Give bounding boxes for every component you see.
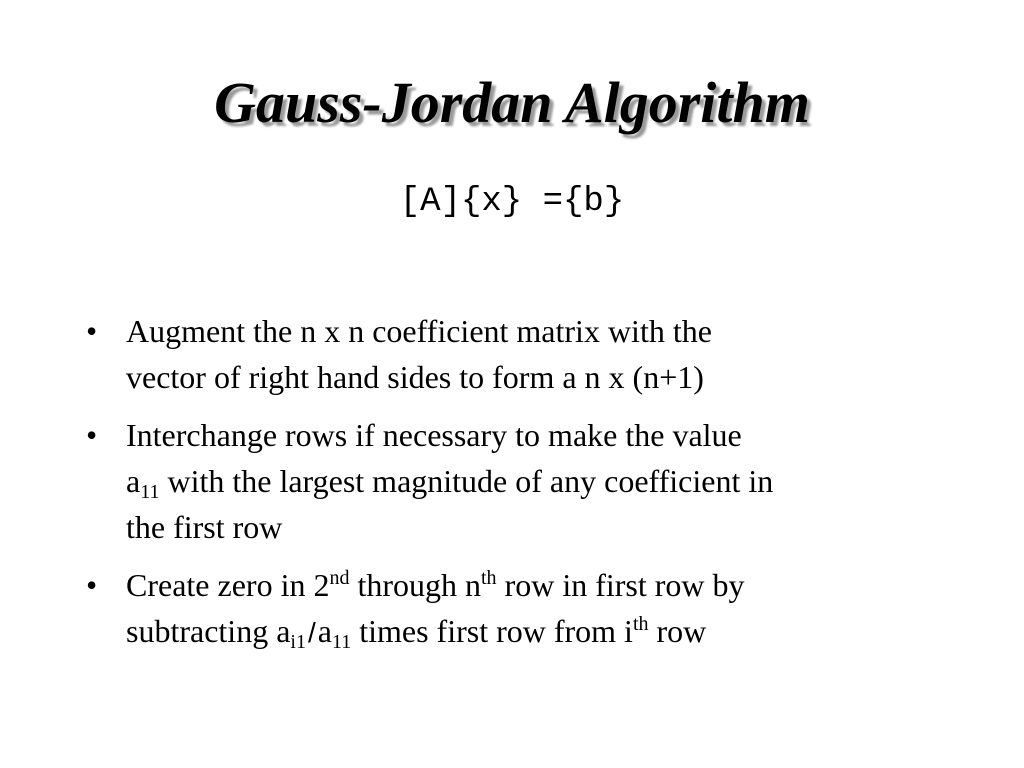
bullet-text: through n xyxy=(349,567,481,603)
bullet-glyph: • xyxy=(86,417,98,453)
subscript: 11 xyxy=(331,631,352,653)
bullet-text: row xyxy=(648,613,707,649)
bullet-glyph: • xyxy=(86,567,98,603)
matrix-equation: [A]{x} ={b} xyxy=(399,183,625,221)
bullet-text: Interchange rows if necessary to make the value xyxy=(126,417,742,453)
bullet-interchange xyxy=(84,412,954,550)
subscript: 11 xyxy=(140,481,160,503)
subscript: i1 xyxy=(290,631,306,653)
bullet-text: row in first row by xyxy=(496,567,745,603)
superscript: nd xyxy=(329,567,350,589)
bullet-text: times first row from i xyxy=(351,613,633,649)
bullet-create-zero xyxy=(84,562,954,656)
bullet-text: vector of right hand sides to form a n x (n+1) xyxy=(126,359,704,395)
coefficient-symbol: a xyxy=(126,463,141,499)
bullet-text: Create zero in 2 xyxy=(126,567,330,603)
slide-title: Gauss-Jordan Algorithm xyxy=(214,70,810,135)
superscript: th xyxy=(632,613,649,635)
bullet-text: with the largest magnitude of any coefficient in xyxy=(159,463,774,499)
bullet-text: the first row xyxy=(126,509,283,545)
division-slash: / xyxy=(307,617,316,648)
bullet-glyph: • xyxy=(86,313,98,349)
bullet-augment xyxy=(84,308,954,400)
bullet-text: Augment the n x n coefficient matrix with the xyxy=(126,313,712,349)
bullet-text: subtracting a xyxy=(126,613,291,649)
superscript: th xyxy=(481,567,497,589)
coefficient-symbol: a xyxy=(317,613,332,649)
bullet-list xyxy=(84,308,954,668)
